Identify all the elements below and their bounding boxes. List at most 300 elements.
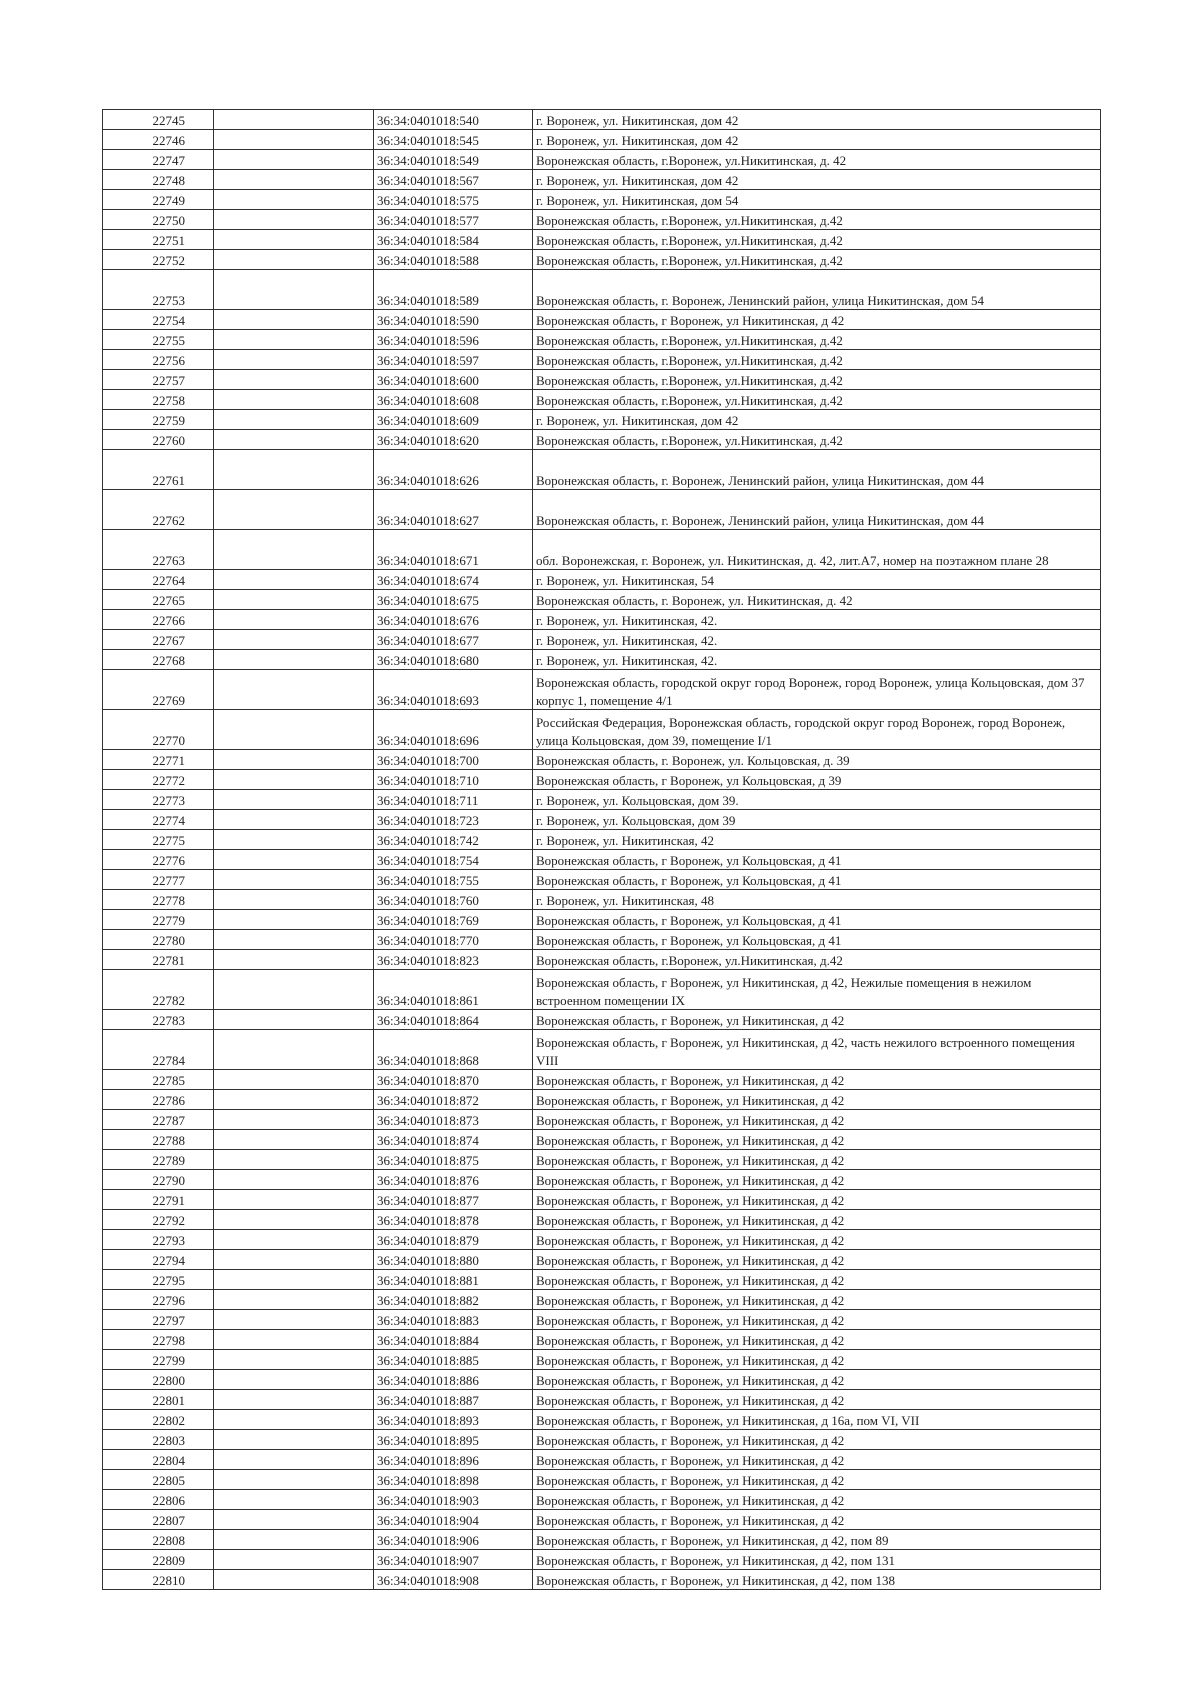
row-number-cell: 22750 [103,210,214,230]
row-number-cell: 22757 [103,370,214,390]
table-row [103,710,1101,750]
table-row [103,1110,1101,1130]
empty-cell [214,930,374,950]
cadastral-number-cell: 36:34:0401018:876 [374,1170,533,1190]
address-cell: г. Воронеж, ул. Никитинская, 42 [533,830,1101,850]
address-cell: Воронежская область, городской округ город Воронеж, город Воронеж, улица Кольцовская, дом 37 корпус 1, помещение 4/1 [533,670,1101,710]
table-row [103,170,1101,190]
table-row [103,430,1101,450]
empty-cell [214,1250,374,1270]
row-number-cell: 22810 [103,1570,214,1590]
cadastral-number-cell: 36:34:0401018:886 [374,1370,533,1390]
address-cell: Воронежская область, г.Воронеж, ул.Никитинская, д.42 [533,350,1101,370]
row-number-cell: 22768 [103,650,214,670]
row-number-cell: 22745 [103,110,214,130]
table-row [103,1130,1101,1150]
table-row [103,250,1101,270]
empty-cell [214,910,374,930]
empty-cell [214,570,374,590]
address-cell: г. Воронеж, ул. Никитинская, дом 42 [533,110,1101,130]
empty-cell [214,1570,374,1590]
address-cell: Воронежская область, г.Воронеж, ул.Никитинская, д.42 [533,210,1101,230]
row-number-cell: 22758 [103,390,214,410]
row-number-cell: 22782 [103,970,214,1010]
row-number-cell: 22760 [103,430,214,450]
address-cell: г. Воронеж, ул. Никитинская, 42. [533,650,1101,670]
row-number-cell: 22798 [103,1330,214,1350]
cadastral-number-cell: 36:34:0401018:906 [374,1530,533,1550]
empty-cell [214,1150,374,1170]
address-cell: г. Воронеж, ул. Никитинская, 54 [533,570,1101,590]
row-number-cell: 22778 [103,890,214,910]
empty-cell [214,210,374,230]
address-cell: Воронежская область, г Воронеж, ул Никитинская, д 42 [533,1150,1101,1170]
address-cell: Воронежская область, г Воронеж, ул Кольцовская, д 41 [533,870,1101,890]
cadastral-number-cell: 36:34:0401018:873 [374,1110,533,1130]
cadastral-number-cell: 36:34:0401018:627 [374,490,533,530]
cadastral-number-cell: 36:34:0401018:875 [374,1150,533,1170]
address-cell: Российская Федерация, Воронежская область, городской округ город Воронеж, город Воронеж, улица Кольцовская, дом 39, помещение I/1 [533,710,1101,750]
row-number-cell: 22791 [103,1190,214,1210]
table-row [103,870,1101,890]
cadastral-number-cell: 36:34:0401018:600 [374,370,533,390]
empty-cell [214,1490,374,1510]
row-number-cell: 22780 [103,930,214,950]
empty-cell [214,1470,374,1490]
cadastral-number-cell: 36:34:0401018:864 [374,1010,533,1030]
row-number-cell: 22772 [103,770,214,790]
address-cell: Воронежская область, г Воронеж, ул Никитинская, д 42 [533,1070,1101,1090]
row-number-cell: 22804 [103,1450,214,1470]
address-cell: Воронежская область, г Воронеж, ул Никитинская, д 42 [533,1130,1101,1150]
table-row [103,970,1101,1010]
cadastral-number-cell: 36:34:0401018:680 [374,650,533,670]
cadastral-number-cell: 36:34:0401018:540 [374,110,533,130]
empty-cell [214,410,374,430]
table-row [103,1510,1101,1530]
table-row [103,1470,1101,1490]
empty-cell [214,770,374,790]
table-row [103,1430,1101,1450]
cadastral-number-cell: 36:34:0401018:770 [374,930,533,950]
cadastral-number-cell: 36:34:0401018:676 [374,610,533,630]
empty-cell [214,1190,374,1210]
address-cell: Воронежская область, г.Воронеж, ул.Никитинская, д. 42 [533,150,1101,170]
row-number-cell: 22802 [103,1410,214,1430]
empty-cell [214,1550,374,1570]
table-row [103,650,1101,670]
address-cell: Воронежская область, г.Воронеж, ул.Никитинская, д.42 [533,390,1101,410]
row-number-cell: 22800 [103,1370,214,1390]
row-number-cell: 22797 [103,1310,214,1330]
empty-cell [214,450,374,490]
cadastral-number-cell: 36:34:0401018:567 [374,170,533,190]
address-cell: г. Воронеж, ул. Никитинская, 42. [533,610,1101,630]
address-cell: Воронежская область, г Воронеж, ул Никитинская, д 42 [533,1170,1101,1190]
empty-cell [214,1330,374,1350]
address-cell: Воронежская область, г Воронеж, ул Никитинская, д 42 [533,1290,1101,1310]
empty-cell [214,370,374,390]
address-cell: г. Воронеж, ул. Никитинская, дом 42 [533,410,1101,430]
row-number-cell: 22776 [103,850,214,870]
address-cell: г. Воронеж, ул. Никитинская, дом 42 [533,170,1101,190]
empty-cell [214,970,374,1010]
row-number-cell: 22790 [103,1170,214,1190]
cadastral-number-cell: 36:34:0401018:823 [374,950,533,970]
row-number-cell: 22747 [103,150,214,170]
table-row [103,1030,1101,1070]
cadastral-number-cell: 36:34:0401018:885 [374,1350,533,1370]
table-row [103,1290,1101,1310]
table-row [103,1390,1101,1410]
empty-cell [214,430,374,450]
empty-cell [214,810,374,830]
table-row [103,1090,1101,1110]
cadastral-number-cell: 36:34:0401018:893 [374,1410,533,1430]
cadastral-number-cell: 36:34:0401018:575 [374,190,533,210]
empty-cell [214,850,374,870]
row-number-cell: 22777 [103,870,214,890]
empty-cell [214,1510,374,1530]
empty-cell [214,890,374,910]
empty-cell [214,130,374,150]
empty-cell [214,530,374,570]
table-row [103,330,1101,350]
row-number-cell: 22805 [103,1470,214,1490]
empty-cell [214,150,374,170]
address-cell: Воронежская область, г Воронеж, ул Никитинская, д 42 [533,1470,1101,1490]
empty-cell [214,670,374,710]
row-number-cell: 22775 [103,830,214,850]
row-number-cell: 22765 [103,590,214,610]
empty-cell [214,1210,374,1230]
row-number-cell: 22751 [103,230,214,250]
address-cell: Воронежская область, г Воронеж, ул Никитинская, д 42 [533,1430,1101,1450]
address-cell: Воронежская область, г Воронеж, ул Никитинская, д 42 [533,1110,1101,1130]
row-number-cell: 22773 [103,790,214,810]
address-cell: г. Воронеж, ул. Никитинская, 48 [533,890,1101,910]
table-row [103,1210,1101,1230]
empty-cell [214,710,374,750]
address-cell: Воронежская область, г Воронеж, ул Никитинская, д 42, пом 138 [533,1570,1101,1590]
address-cell: Воронежская область, г Воронеж, ул Никитинская, д 42 [533,1510,1101,1530]
table-row [103,230,1101,250]
cadastral-number-cell: 36:34:0401018:895 [374,1430,533,1450]
table-row [103,1250,1101,1270]
table-row [103,1410,1101,1430]
row-number-cell: 22761 [103,450,214,490]
table-row [103,1190,1101,1210]
table-row [103,1530,1101,1550]
address-cell: г. Воронеж, ул. Никитинская, 42. [533,630,1101,650]
table-row [103,610,1101,630]
row-number-cell: 22754 [103,310,214,330]
row-number-cell: 22764 [103,570,214,590]
row-number-cell: 22770 [103,710,214,750]
row-number-cell: 22756 [103,350,214,370]
empty-cell [214,230,374,250]
cadastral-number-cell: 36:34:0401018:874 [374,1130,533,1150]
cadastral-number-cell: 36:34:0401018:671 [374,530,533,570]
address-cell: Воронежская область, г Воронеж, ул Кольцовская, д 41 [533,850,1101,870]
empty-cell [214,650,374,670]
cadastral-number-cell: 36:34:0401018:887 [374,1390,533,1410]
address-cell: Воронежская область, г Воронеж, ул Никитинская, д 42, часть нежилого встроенного помещения VIII [533,1030,1101,1070]
address-cell: Воронежская область, г. Воронеж, Ленинский район, улица Никитинская, дом 44 [533,490,1101,530]
empty-cell [214,750,374,770]
cadastral-number-cell: 36:34:0401018:868 [374,1030,533,1070]
empty-cell [214,170,374,190]
table-row [103,1570,1101,1590]
empty-cell [214,1130,374,1150]
cadastral-number-cell: 36:34:0401018:903 [374,1490,533,1510]
address-cell: Воронежская область, г. Воронеж, ул. Кольцовская, д. 39 [533,750,1101,770]
table-row [103,850,1101,870]
cadastral-number-cell: 36:34:0401018:755 [374,870,533,890]
table-row [103,670,1101,710]
address-cell: Воронежская область, г Воронеж, ул Никитинская, д 42 [533,1230,1101,1250]
row-number-cell: 22796 [103,1290,214,1310]
table-row [103,1170,1101,1190]
table-row [103,770,1101,790]
address-cell: Воронежская область, г.Воронеж, ул.Никитинская, д.42 [533,230,1101,250]
table-row [103,810,1101,830]
row-number-cell: 22774 [103,810,214,830]
address-cell: Воронежская область, г Воронеж, ул Никитинская, д 42 [533,1490,1101,1510]
cadastral-number-cell: 36:34:0401018:872 [374,1090,533,1110]
table-row [103,350,1101,370]
row-number-cell: 22808 [103,1530,214,1550]
address-cell: Воронежская область, г. Воронеж, ул. Никитинская, д. 42 [533,590,1101,610]
table-row [103,490,1101,530]
cadastral-number-cell: 36:34:0401018:896 [374,1450,533,1470]
address-cell: Воронежская область, г Воронеж, ул Никитинская, д 42 [533,310,1101,330]
row-number-cell: 22763 [103,530,214,570]
row-number-cell: 22759 [103,410,214,430]
cadastral-number-cell: 36:34:0401018:590 [374,310,533,330]
cadastral-number-cell: 36:34:0401018:742 [374,830,533,850]
empty-cell [214,1450,374,1470]
cadastral-number-cell: 36:34:0401018:904 [374,1510,533,1530]
empty-cell [214,1010,374,1030]
empty-cell [214,1530,374,1550]
row-number-cell: 22779 [103,910,214,930]
table-row [103,110,1101,130]
empty-cell [214,1270,374,1290]
cadastral-number-cell: 36:34:0401018:870 [374,1070,533,1090]
row-number-cell: 22781 [103,950,214,970]
address-cell: Воронежская область, г Воронеж, ул Никитинская, д 42 [533,1450,1101,1470]
empty-cell [214,110,374,130]
row-number-cell: 22795 [103,1270,214,1290]
table-row [103,590,1101,610]
address-cell: Воронежская область, г. Воронеж, Ленинский район, улица Никитинская, дом 54 [533,270,1101,310]
address-cell: Воронежская область, г.Воронеж, ул.Никитинская, д.42 [533,430,1101,450]
address-cell: Воронежская область, г Воронеж, ул Никитинская, д 42 [533,1370,1101,1390]
table-row [103,950,1101,970]
row-number-cell: 22783 [103,1010,214,1030]
cadastral-number-cell: 36:34:0401018:675 [374,590,533,610]
cadastral-number-cell: 36:34:0401018:620 [374,430,533,450]
table-row [103,150,1101,170]
empty-cell [214,190,374,210]
cadastral-number-cell: 36:34:0401018:700 [374,750,533,770]
empty-cell [214,610,374,630]
cadastral-number-cell: 36:34:0401018:881 [374,1270,533,1290]
table-row [103,1310,1101,1330]
table-row [103,1070,1101,1090]
table-row [103,630,1101,650]
empty-cell [214,1430,374,1450]
cadastral-number-cell: 36:34:0401018:674 [374,570,533,590]
empty-cell [214,1110,374,1130]
empty-cell [214,1310,374,1330]
table-row [103,1270,1101,1290]
cadastral-number-cell: 36:34:0401018:549 [374,150,533,170]
cadastral-number-cell: 36:34:0401018:596 [374,330,533,350]
table-row [103,570,1101,590]
empty-cell [214,1030,374,1070]
address-cell: Воронежская область, г. Воронеж, Ленинский район, улица Никитинская, дом 44 [533,450,1101,490]
empty-cell [214,1090,374,1110]
table-row [103,910,1101,930]
cadastral-number-cell: 36:34:0401018:711 [374,790,533,810]
table-row [103,1230,1101,1250]
row-number-cell: 22794 [103,1250,214,1270]
table-row [103,930,1101,950]
row-number-cell: 22755 [103,330,214,350]
table-row [103,1370,1101,1390]
table-row [103,530,1101,570]
table-row [103,1550,1101,1570]
table-row [103,370,1101,390]
address-cell: обл. Воронежская, г. Воронеж, ул. Никитинская, д. 42, лит.А7, номер на поэтажном плане 28 [533,530,1101,570]
empty-cell [214,1290,374,1310]
address-cell: Воронежская область, г.Воронеж, ул.Никитинская, д.42 [533,950,1101,970]
row-number-cell: 22749 [103,190,214,210]
empty-cell [214,630,374,650]
cadastral-number-cell: 36:34:0401018:696 [374,710,533,750]
row-number-cell: 22785 [103,1070,214,1090]
cadastral-number-cell: 36:34:0401018:626 [374,450,533,490]
empty-cell [214,790,374,810]
address-cell: Воронежская область, г Воронеж, ул Никитинская, д 42 [533,1350,1101,1370]
table-row [103,1350,1101,1370]
row-number-cell: 22803 [103,1430,214,1450]
empty-cell [214,870,374,890]
row-number-cell: 22793 [103,1230,214,1250]
row-number-cell: 22771 [103,750,214,770]
row-number-cell: 22809 [103,1550,214,1570]
cadastral-number-cell: 36:34:0401018:908 [374,1570,533,1590]
cadastral-number-cell: 36:34:0401018:878 [374,1210,533,1230]
cadastral-number-cell: 36:34:0401018:584 [374,230,533,250]
address-cell: Воронежская область, г Воронеж, ул Кольцовская, д 39 [533,770,1101,790]
address-cell: г. Воронеж, ул. Никитинская, дом 54 [533,190,1101,210]
table-row [103,1010,1101,1030]
address-cell: Воронежская область, г.Воронеж, ул.Никитинская, д.42 [533,330,1101,350]
empty-cell [214,590,374,610]
row-number-cell: 22801 [103,1390,214,1410]
address-cell: Воронежская область, г.Воронеж, ул.Никитинская, д.42 [533,370,1101,390]
address-cell: Воронежская область, г Воронеж, ул Никитинская, д 42 [533,1330,1101,1350]
cadastral-number-cell: 36:34:0401018:898 [374,1470,533,1490]
cadastral-table [102,109,1101,1590]
empty-cell [214,250,374,270]
empty-cell [214,390,374,410]
empty-cell [214,1350,374,1370]
address-cell: г. Воронеж, ул. Кольцовская, дом 39. [533,790,1101,810]
empty-cell [214,1390,374,1410]
row-number-cell: 22762 [103,490,214,530]
empty-cell [214,830,374,850]
address-cell: Воронежская область, г Воронеж, ул Никитинская, д 42 [533,1310,1101,1330]
row-number-cell: 22788 [103,1130,214,1150]
table-body [103,110,1101,1590]
row-number-cell: 22806 [103,1490,214,1510]
table-row [103,1490,1101,1510]
cadastral-number-cell: 36:34:0401018:723 [374,810,533,830]
empty-cell [214,1170,374,1190]
address-cell: Воронежская область, г Воронеж, ул Никитинская, д 42 [533,1270,1101,1290]
row-number-cell: 22799 [103,1350,214,1370]
row-number-cell: 22792 [103,1210,214,1230]
cadastral-number-cell: 36:34:0401018:880 [374,1250,533,1270]
table-row [103,270,1101,310]
cadastral-number-cell: 36:34:0401018:907 [374,1550,533,1570]
empty-cell [214,270,374,310]
cadastral-number-cell: 36:34:0401018:577 [374,210,533,230]
cadastral-number-cell: 36:34:0401018:710 [374,770,533,790]
cadastral-number-cell: 36:34:0401018:754 [374,850,533,870]
table-row [103,450,1101,490]
table-row [103,1150,1101,1170]
row-number-cell: 22753 [103,270,214,310]
empty-cell [214,330,374,350]
address-cell: Воронежская область, г Воронеж, ул Никитинская, д 42 [533,1090,1101,1110]
table-row [103,210,1101,230]
address-cell: Воронежская область, г Воронеж, ул Никитинская, д 42 [533,1190,1101,1210]
table-row [103,790,1101,810]
row-number-cell: 22746 [103,130,214,150]
cadastral-number-cell: 36:34:0401018:588 [374,250,533,270]
address-cell: Воронежская область, г.Воронеж, ул.Никитинская, д.42 [533,250,1101,270]
table-row [103,750,1101,770]
row-number-cell: 22784 [103,1030,214,1070]
cadastral-number-cell: 36:34:0401018:608 [374,390,533,410]
empty-cell [214,490,374,530]
cadastral-number-cell: 36:34:0401018:693 [374,670,533,710]
address-cell: Воронежская область, г Воронеж, ул Никитинская, д 42 [533,1390,1101,1410]
cadastral-number-cell: 36:34:0401018:877 [374,1190,533,1210]
cadastral-number-cell: 36:34:0401018:861 [374,970,533,1010]
cadastral-number-cell: 36:34:0401018:677 [374,630,533,650]
table-row [103,190,1101,210]
address-cell: Воронежская область, г Воронеж, ул Кольцовская, д 41 [533,910,1101,930]
cadastral-number-cell: 36:34:0401018:545 [374,130,533,150]
cadastral-number-cell: 36:34:0401018:760 [374,890,533,910]
address-cell: Воронежская область, г Воронеж, ул Никитинская, д 42, пом 131 [533,1550,1101,1570]
table-row [103,1330,1101,1350]
empty-cell [214,350,374,370]
cadastral-number-cell: 36:34:0401018:879 [374,1230,533,1250]
address-cell: Воронежская область, г Воронеж, ул Никитинская, д 42 [533,1210,1101,1230]
cadastral-number-cell: 36:34:0401018:589 [374,270,533,310]
table-row [103,390,1101,410]
cadastral-number-cell: 36:34:0401018:882 [374,1290,533,1310]
address-cell: г. Воронеж, ул. Кольцовская, дом 39 [533,810,1101,830]
row-number-cell: 22748 [103,170,214,190]
